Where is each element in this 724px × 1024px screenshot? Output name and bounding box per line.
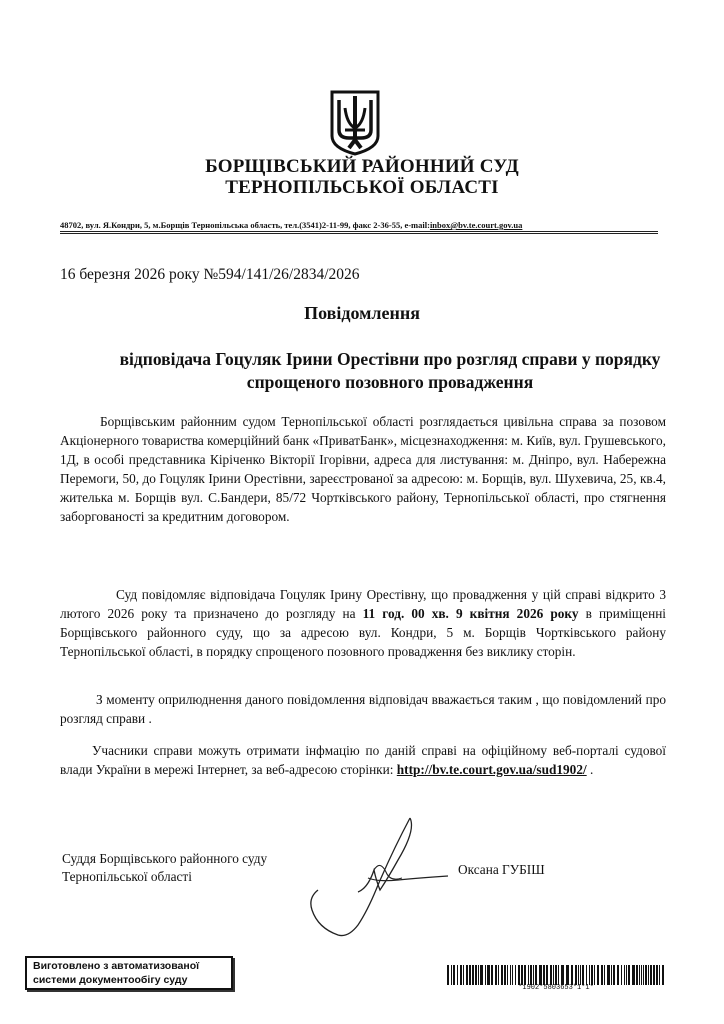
barcode-bar	[561, 965, 564, 985]
barcode-bar	[580, 965, 581, 985]
barcode-bar	[487, 965, 490, 985]
barcode-bar	[601, 965, 603, 985]
barcode-bar	[512, 965, 513, 985]
judge-title-line1: Суддя Борщівського районного суду	[62, 851, 268, 866]
barcode-bar	[515, 965, 516, 985]
barcode-bar	[611, 965, 612, 985]
automated-system-stamp	[25, 956, 233, 990]
header-divider	[60, 231, 658, 232]
barcode-bar	[553, 965, 554, 985]
barcode-bar	[591, 965, 593, 985]
document-subtitle: відповідача Гоцуляк Ірини Орестівни про розгляд справи у порядку спрощеного позовного провадження	[119, 349, 661, 392]
barcode-bar	[555, 965, 557, 985]
contact-address: 48702, вул. Я.Кондри, 5, м.Борщів Тернопільська область, тел.(3541)2-11-99, факс 2-36-55, e-mail:	[60, 220, 430, 230]
barcode-bar	[648, 965, 649, 985]
barcode-bar	[617, 965, 619, 985]
barcode-bar	[589, 965, 590, 985]
barcode-bar	[543, 965, 545, 985]
barcode-bar	[501, 965, 503, 985]
document-title: Повідомлення	[304, 303, 420, 323]
judge-title	[62, 850, 267, 886]
court-contact-line	[60, 220, 660, 230]
barcode-bar	[575, 965, 577, 985]
hearing-text-b: в приміщенні Борщівського районного суду, що за адресою вул. Кондри, 5 м. Борщів Чортківського району Тернопільської області, в порядку спрощеного позовного провадження без виклику сторін.	[60, 606, 666, 659]
barcode-bar	[491, 965, 493, 985]
barcode-bar	[469, 965, 471, 985]
barcode-bar	[463, 965, 464, 985]
barcode-bar	[550, 965, 552, 985]
portal-text-b: .	[586, 762, 594, 777]
barcode-bar	[607, 965, 610, 985]
barcode-bar	[453, 965, 455, 985]
paragraph-case-description: Борщівським районним судом Тернопільської області розглядається цивільна справа за позовом Акціонерного товариства комерційний банк «ПриватБанк», місцезнаходження: м. Київ, вул. Грушевського, 1Д, в особі представника Кіріченко Вікторії Ігорівни, адреса для листування: м. Дніпро, вул. Набережна Перемоги, 50, до Гоцуляк Ірини Орестівни, зареєстрованої за адресою: м. Борщів, вул. Шухевича, 25, кв.4, жителька м. Борщів вул. С.Бандери, 85/72 Чортківського району, Тернопільської області, про стягнення заборгованості за кредитним договором.	[60, 414, 666, 524]
barcode-bar	[507, 965, 508, 985]
barcode-bar	[510, 965, 511, 985]
barcode-bar	[518, 965, 520, 985]
barcode-bar	[521, 965, 523, 985]
barcode-bar	[451, 965, 452, 985]
stamp-line1: Виготовлено з автоматизованої	[33, 960, 200, 972]
barcode-bar	[582, 965, 584, 985]
barcode-bar	[624, 965, 625, 985]
barcode-bar	[639, 965, 640, 985]
barcode-bar	[558, 965, 559, 985]
judge-signature	[298, 810, 448, 945]
barcode-bar	[539, 965, 542, 985]
barcode-text: *1902*5803653*1*1*	[518, 984, 594, 992]
date-and-number: 16 березня 2026 року №594/141/26/2834/2026	[60, 266, 360, 283]
header-divider-2	[60, 233, 658, 234]
barcode-bar	[613, 965, 615, 985]
barcode-bar	[641, 965, 642, 985]
barcode-bar	[480, 965, 483, 985]
stamp-line2: системи документообігу суду	[33, 974, 188, 986]
barcode-bar	[566, 965, 569, 985]
barcode-bar	[650, 965, 652, 985]
barcode-bar	[533, 965, 534, 985]
barcode-bar	[472, 965, 474, 985]
barcode	[447, 965, 665, 985]
barcode-bar	[485, 965, 486, 985]
barcode-bar	[475, 965, 477, 985]
barcode-bar	[659, 965, 660, 985]
barcode-bar	[643, 965, 644, 985]
barcode-bar	[498, 965, 499, 985]
barcode-bar	[645, 965, 647, 985]
court-website-link[interactable]: http://bv.te.court.gov.ua/sud1902/	[396, 762, 587, 777]
barcode-bar	[447, 965, 449, 985]
tryzub-emblem-icon	[329, 90, 381, 156]
judge-title-line2: Тернопільської області	[62, 869, 192, 884]
barcode-bar	[636, 965, 638, 985]
portal-text-a: Учасники справи можуть отримати інфмацію по даній справі на офіційному веб-порталі судової влади України в мережі Інтернет, за веб-адресою сторінки:	[60, 743, 666, 777]
court-name-line1: БОРЩІВСЬКИЙ РАЙОННИЙ СУД	[205, 156, 519, 177]
paragraph-web-portal	[60, 741, 666, 779]
paragraph-notified: З моменту оприлюднення даного повідомлення відповідач вважається таким , що повідомлений про розгляд справи .	[60, 692, 666, 726]
barcode-bar	[621, 965, 622, 985]
barcode-bar	[604, 965, 605, 985]
barcode-bar	[656, 965, 658, 985]
barcode-bar	[535, 965, 537, 985]
barcode-bar	[571, 965, 573, 985]
barcode-bar	[528, 965, 529, 985]
barcode-bar	[460, 965, 462, 985]
barcode-bar	[478, 965, 479, 985]
judge-name: Оксана ГУБІШ	[458, 862, 545, 877]
barcode-bar	[626, 965, 627, 985]
court-name-line2: ТЕРНОПІЛЬСЬКОЇ ОБЛАСТІ	[225, 177, 499, 198]
barcode-bar	[653, 965, 655, 985]
barcode-bar	[504, 965, 506, 985]
barcode-bar	[662, 965, 664, 985]
barcode-bar	[546, 965, 548, 985]
barcode-bar	[586, 965, 587, 985]
barcode-bar	[530, 965, 532, 985]
barcode-bar	[457, 965, 458, 985]
barcode-bar	[632, 965, 635, 985]
barcode-bar	[578, 965, 579, 985]
barcode-bar	[594, 965, 595, 985]
contact-email: inbox@bv.te.court.gov.ua	[429, 220, 523, 230]
hearing-datetime: 11 год. 00 хв. 9 квітня 2026 року	[362, 606, 579, 621]
barcode-bar	[524, 965, 526, 985]
barcode-bar	[628, 965, 630, 985]
paragraph-hearing-notice	[60, 585, 666, 661]
barcode-bar	[495, 965, 497, 985]
hearing-text-a: Суд повідомляє відповідача Гоцуляк Ірину Орестівну, що провадження у цій справі відкрито 3 лютого 2026 року та призначено до розгляду на	[60, 587, 666, 621]
barcode-bar	[597, 965, 599, 985]
barcode-bar	[466, 965, 468, 985]
